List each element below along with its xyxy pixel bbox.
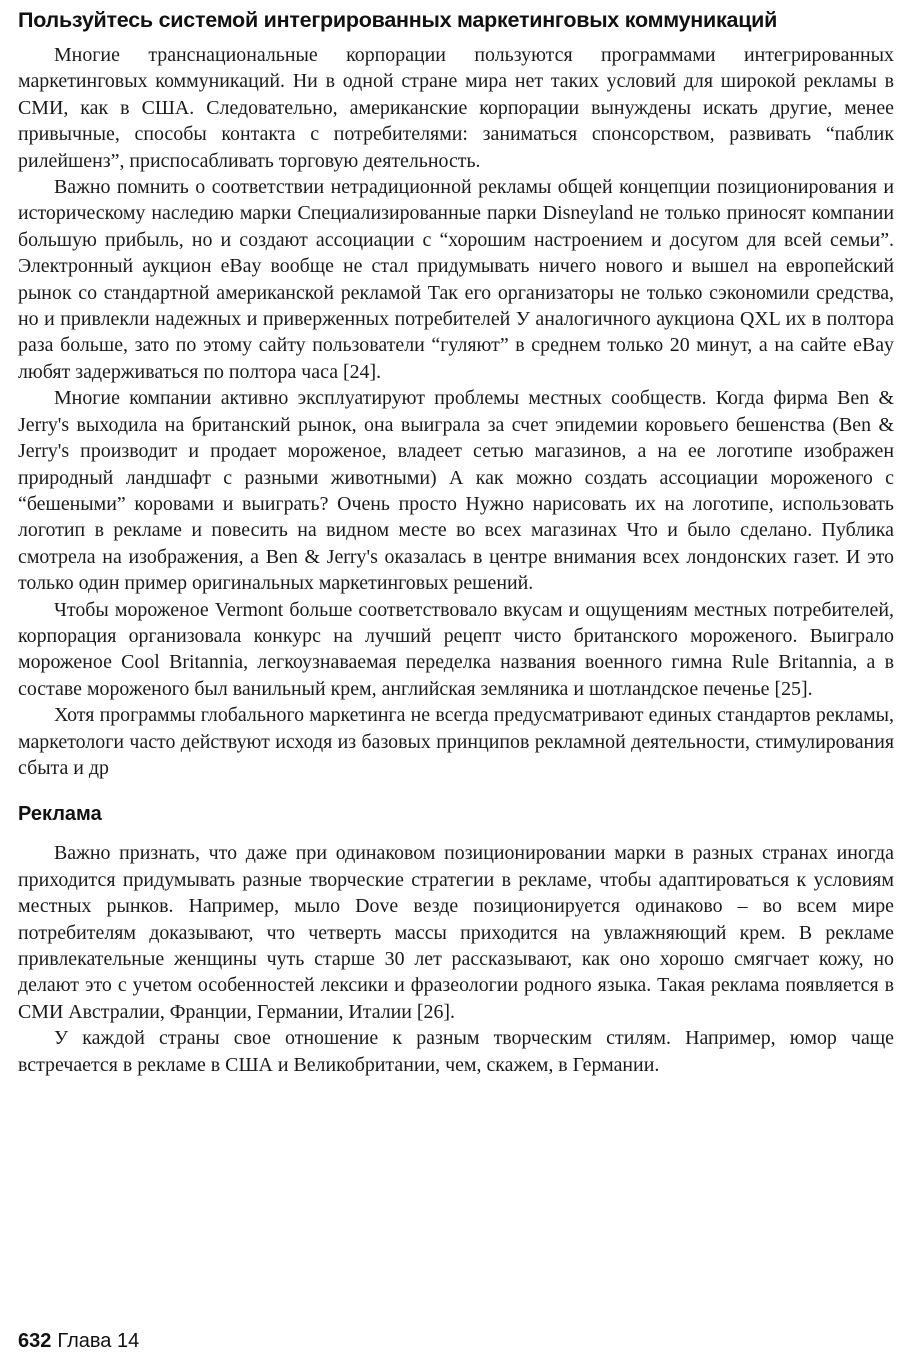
paragraph: Хотя программы глобального маркетинга не всегда предусматривают единых стандартов рекламы, маркетологи часто действуют исходя из базовых принципов рекламной деятельности, стимулирования сбыта и др xyxy=(18,704,894,779)
chapter-label: Глава 14 xyxy=(57,1330,140,1352)
paragraph: У каждой страны свое отношение к разным творческим стилям. Например, юмор чаще встречается в рекламе в США и Великобритании, чем, скажем, в Германии. xyxy=(18,1027,894,1076)
paragraph: Важно помнить о соответствии нетрадиционной рекламы общей концепции позиционирования и историческому наследию марки Специализированные парки Disneyland не только приносят компании большую прибыль, но и создают ассоциации с “хорошим настроением и досугом для всей семьи”. Электронный аукцион eBay вообще не стал придумывать ничего нового и вышел на европейский рынок со стандартной американской рекламой Так его организаторы не только сэкономили средства, но и привлекли надежных и приверженных потребителей У аналогичного аукциона QXL их в полтора раза больше, зато по этому сайту пользователи “гуляют” в среднем только 20 минут, а на сайте eBay любят задерживаться по полтора часа [24]. xyxy=(18,176,894,383)
section-title: Пользуйтесь системой интегрированных маркетинговых коммуникаций xyxy=(18,8,778,32)
subsection-title: Реклама xyxy=(18,803,102,826)
paragraph: Важно признать, что даже при одинаковом позиционировании марки в разных странах иногда приходится придумывать разные творческие стратегии в рекламе, чтобы адаптироваться к условиям местных рынков. Например, мыло Dove везде позиционируется одинаково – во всем мире потребителям доказывают, что четверть массы приходится на увлажняющий крем. В рекламе привлекательные женщины чуть старше 30 лет рассказывают, как оно хорошо смягчает кожу, но делают это с учетом особенностей лексики и фразеологии родного языка. Такая реклама появляется в СМИ Австралии, Франции, Германии, Италии [26]. xyxy=(18,842,894,1023)
page-number: 632 xyxy=(18,1330,52,1352)
paragraph: Многие транснациональные корпорации пользуются программами интегрированных маркетинговых коммуникаций. Ни в одной стране мира нет таких условий для широкой рекламы в СМИ, как в США. Следовательно, американские корпорации вынуждены искать другие, менее привычные, способы контакта с потребителями: заниматься спонсорством, развивать “паблик рилейшенз”, приспосабливать торговую деятельность. xyxy=(18,44,894,172)
paragraph: Многие компании активно эксплуатируют проблемы местных сообществ. Когда фирма Ben & Jerry's выходила на британский рынок, она выиграла за счет эпидемии коровьего бешенства (Ben & Jerry's производит и продает мороженое, владеет сетью магазинов, а на ее логотипе изображен природный ландшафт с разными животными) А как можно создать ассоциации мороженого с “бешеными” коровами и выиграть? Очень просто Нужно нарисовать их на логотипе, использовать логотип в рекламе и повесить на видном месте во всех магазинах Что и было сделано. Публика смотрела на изображения, а Ben & Jerry's оказалась в центре внимания всех лондонских газет. И это только один пример оригинальных маркетинговых решений. xyxy=(18,387,894,595)
page-footer xyxy=(18,1328,139,1354)
paragraph: Чтобы мороженое Vermont больше соответствовало вкусам и ощущениям местных потребителей, корпорация организовала конкурс на лучший рецепт чисто британского мороженого. Выиграло мороженое Cool Britannia, легкоузнаваемая переделка названия военного гимна Rule Britannia, а в составе мороженого был ванильный крем, английская земляника и шотландское печенье [25]. xyxy=(18,598,894,700)
document-page xyxy=(18,6,894,1362)
